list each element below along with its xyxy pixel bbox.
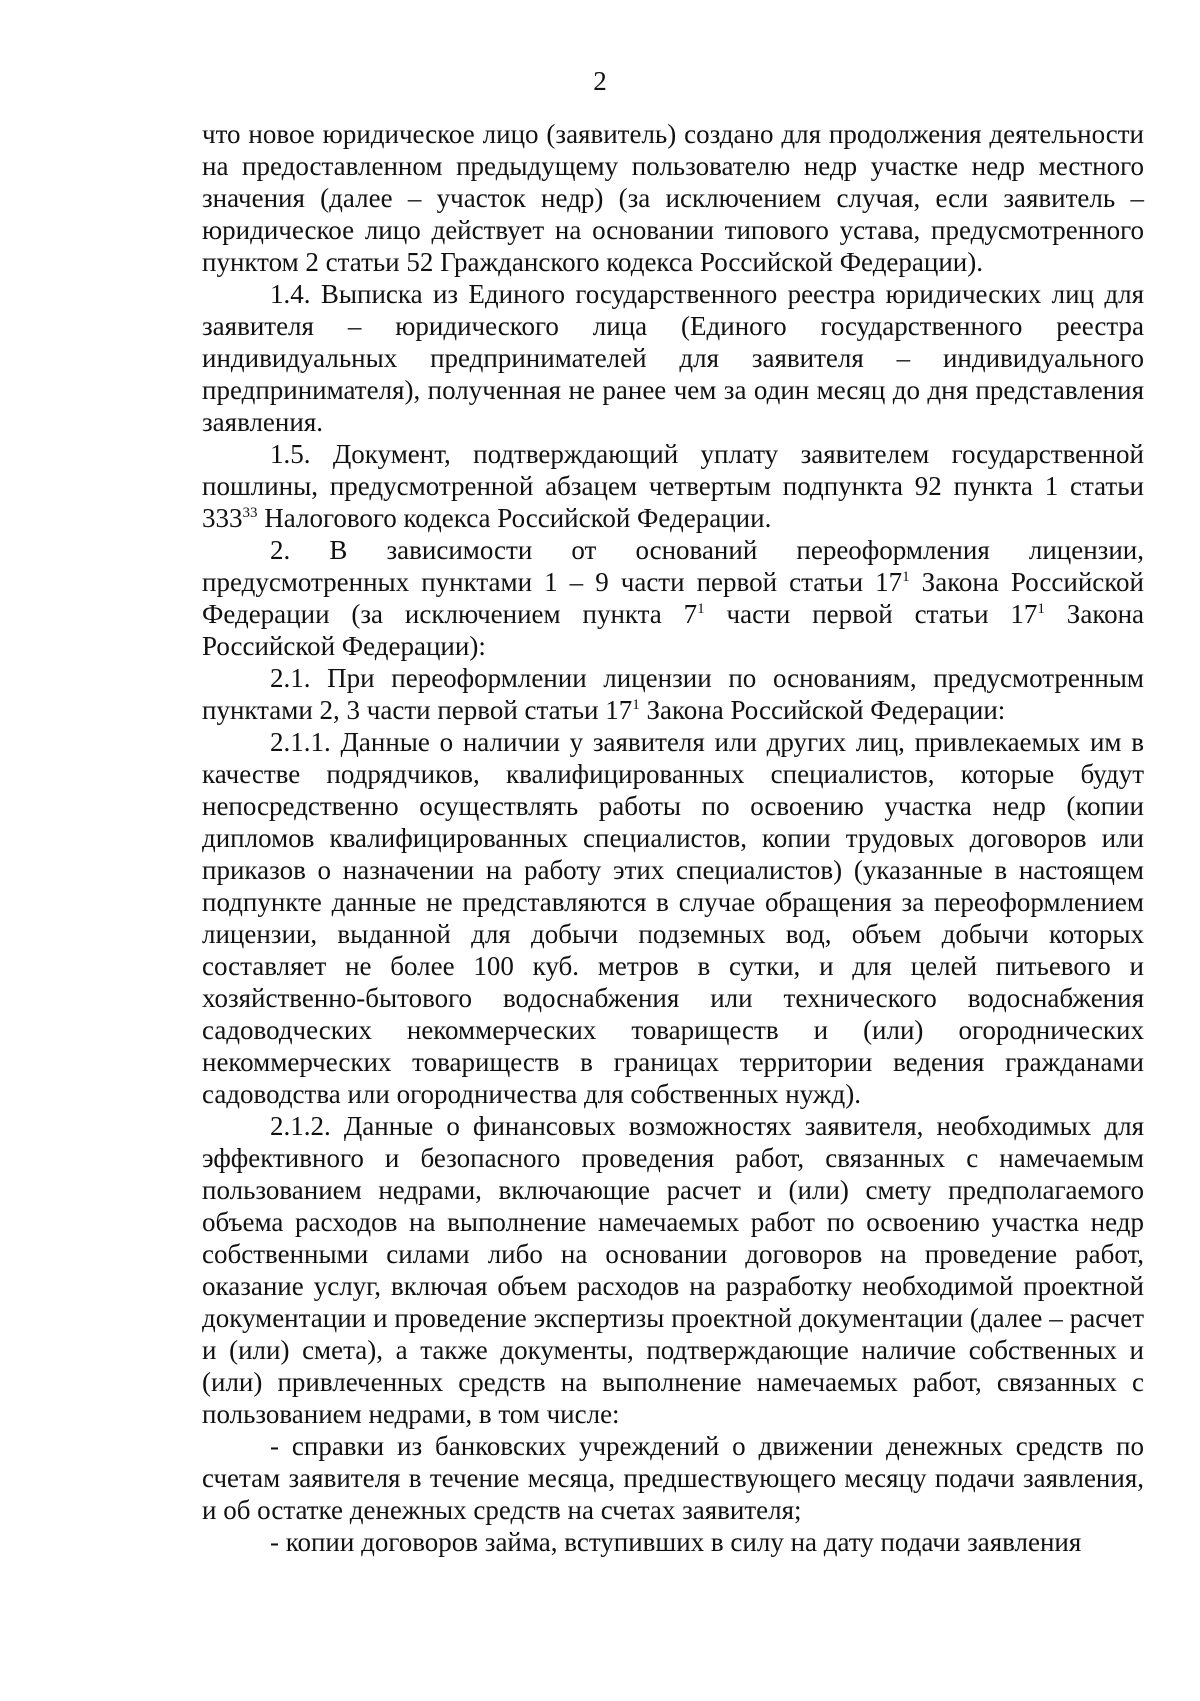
paragraph [202, 1430, 1144, 1526]
paragraph [202, 118, 1144, 278]
superscript: 1 [632, 697, 640, 713]
paragraph [202, 278, 1144, 438]
superscript: 1 [902, 569, 910, 585]
document-body [202, 118, 1144, 1558]
superscript: 1 [1037, 601, 1045, 617]
paragraph [202, 438, 1144, 534]
text-segment: 2. В зависимости от оснований переоформления лицензии, предусмотренных пунктами 1 – 9 части первой статьи 17 [202, 535, 1144, 597]
text-segment: - копии договоров займа, вступивших в силу на дату подачи заявления [270, 1527, 1082, 1557]
text-segment: 1.5. Документ, подтверждающий уплату заявителем государственной пошлины, предусмотренной абзацем четвертым подпункта 92 пункта 1 статьи 333 [202, 439, 1144, 533]
paragraph [202, 726, 1144, 1110]
paragraph [202, 1110, 1144, 1430]
page-number: 2 [593, 66, 607, 96]
text-segment: Закона Российской Федерации): [202, 599, 1144, 661]
text-segment: что новое юридическое лицо (заявитель) создано для продолжения деятельности на предоставленном предыдущему пользователю недр участке недр местного значения (далее – участок недр) (за исключением случая, если заявитель – юридическое лицо действует на основании типового устава, предусмотренного пунктом 2 статьи 52 Гражданского кодекса Российской Федерации). [202, 119, 1144, 277]
text-segment: Закона Российской Федерации: [639, 695, 1006, 725]
text-segment: Закона Российской Федерации (за исключением пункта 7 [202, 567, 1144, 629]
text-segment: 2.1.2. Данные о финансовых возможностях заявителя, необходимых для эффективного и безопасного проведения работ, связанных с намечаемым пользованием недрами, включающие расчет и (или) смету предполагаемого объема расходов на выполнение намечаемых работ по освоению участка недр собственными силами либо на основании договоров на проведение работ, оказание услуг, включая объем расходов на разработку необходимой проектной документации и проведение экспертизы проектной документации (далее – расчет и (или) смета), а также документы, подтверждающие наличие собственных и (или) привлеченных средств на выполнение намечаемых работ, связанных с пользованием недрами, в том числе: [202, 1111, 1144, 1429]
superscript: 33 [242, 505, 258, 521]
text-segment: Налогового кодекса Российской Федерации. [257, 503, 772, 533]
text-segment: - справки из банковских учреждений о движении денежных средств по счетам заявителя в течение месяца, предшествующего месяцу подачи заявления, и об остатке денежных средств на счетах заявителя; [202, 1431, 1144, 1525]
text-segment: 2.1. При переоформлении лицензии по основаниям, предусмотренным пунктами 2, 3 части первой статьи 17 [202, 663, 1144, 725]
text-segment: 1.4. Выписка из Единого государственного реестра юридических лиц для заявителя – юридического лица (Единого государственного реестра индивидуальных предпринимателей для заявителя – индивидуального предпринимателя), полученная не ранее чем за один месяц до дня представления заявления. [202, 279, 1144, 437]
text-segment: части первой статьи 17 [704, 599, 1038, 629]
text-segment: 2.1.1. Данные о наличии у заявителя или других лиц, привлекаемых им в качестве подрядчиков, квалифицированных специалистов, которые будут непосредственно осуществлять работы по освоению участка недр (копии дипломов квалифицированных специалистов, копии трудовых договоров или приказов о назначении на работу этих специалистов) (указанные в настоящем подпункте данные не представляются в случае обращения за переоформлением лицензии, выданной для добычи подземных вод, объем добычи которых составляет не более 100 куб. метров в сутки, и для целей питьевого и хозяйственно-бытового водоснабжения или технического водоснабжения садоводческих некоммерческих товариществ и (или) огороднических некоммерческих товариществ в границах территории ведения гражданами садоводства или огородничества для собственных нужд). [202, 727, 1144, 1109]
paragraph [202, 662, 1144, 726]
paragraph [202, 534, 1144, 662]
superscript: 1 [697, 601, 705, 617]
paragraph [202, 1526, 1144, 1558]
